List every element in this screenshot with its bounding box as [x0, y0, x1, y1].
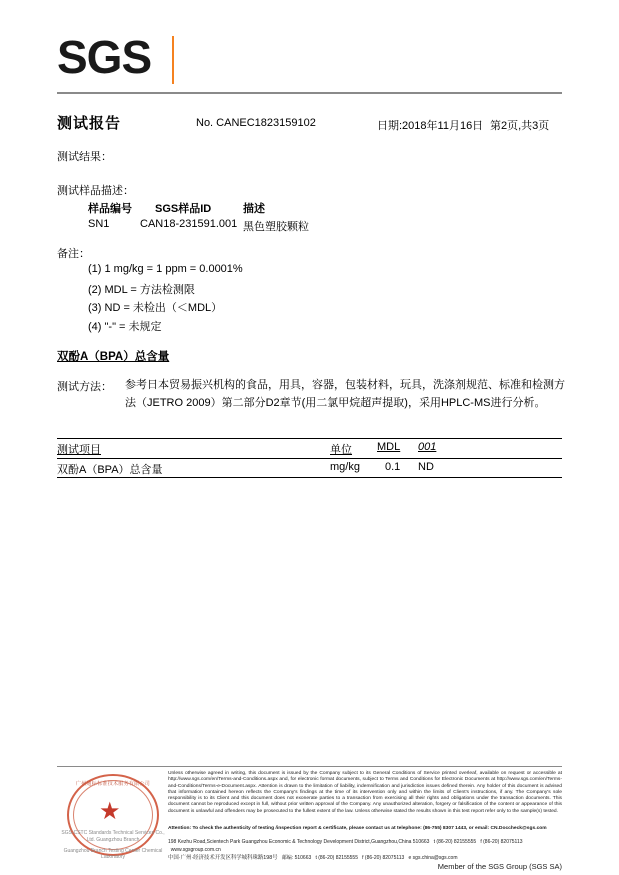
footer-divider: [57, 766, 562, 767]
sample-description-label: 测试样品描述：: [57, 185, 134, 197]
result-row-value: ND: [418, 461, 434, 473]
stamp-mid-text: SGS-CSTC Standards Technical Services Co., Ltd. Guangzhou Branch: [61, 830, 165, 843]
result-row-item: 双酚A（BPA）总含量: [57, 464, 163, 476]
footer-address-block: [168, 838, 562, 862]
sample-table-header-desc: 描述: [243, 203, 265, 215]
test-method-text: 参考日本贸易振兴机构的食品，用具，容器，包装材料，玩具，洗涤剂规范、标准和检测方: [125, 379, 565, 391]
footer-email: e sgs.china@sgs.com: [408, 855, 458, 861]
sgs-logo-text: SGS: [57, 31, 152, 83]
remark-item: (2) MDL = 方法检测限: [88, 284, 195, 296]
footer-address-cn-row: [168, 854, 562, 862]
company-stamp: [59, 772, 167, 858]
result-table-rule-bottom: [57, 477, 562, 478]
result-header-sample: 001: [418, 441, 437, 453]
report-date: 日期:2018年11月16日: [377, 120, 484, 132]
remark-item: (4) "-" = 未规定: [88, 321, 162, 333]
footer-fax-2: f (86-20) 82075113: [362, 855, 405, 861]
result-row-unit: mg/kg: [330, 461, 360, 473]
report-number: No. CANEC1823159102: [196, 117, 316, 129]
result-table-rule-mid: [57, 458, 562, 459]
page-number: 第2页,共3页: [490, 120, 550, 132]
sample-row-desc: 黑色塑胶颗粒: [243, 221, 309, 233]
test-results-label: 测试结果：: [57, 151, 112, 163]
remark-item: (1) 1 mg/kg = 1 ppm = 0.0001%: [88, 263, 243, 275]
footer-address-en: 198 Kezhu Road,Scientech Park Guangzhou Economic & Technology Development District,Guangzhou,China 510663: [168, 839, 430, 845]
result-table-rule-top: [57, 438, 562, 439]
sgs-logo: [57, 31, 187, 86]
result-row-mdl: 0.1: [385, 461, 401, 473]
footer-member-line: Member of the SGS Group (SGS SA): [437, 862, 562, 871]
footer-tel-2: t (86-20) 82155555: [315, 855, 358, 861]
remark-item: (3) ND = 未检出（＜MDL）: [88, 302, 223, 314]
sample-table-header-id: SGS样品ID: [155, 203, 212, 215]
footer-web-1: www.sgsgroup.com.cn: [170, 847, 221, 853]
section-title-bpa: 双酚A（BPA）总含量: [57, 351, 170, 363]
footer-postcode: 邮编: 510663: [281, 855, 312, 861]
page-title: 测试报告: [57, 115, 122, 132]
stamp-top-text: 广州通标标准技术服务有限公司: [75, 781, 151, 787]
header-divider: [57, 92, 562, 94]
remarks-label: 备注：: [57, 248, 90, 260]
star-icon: ★: [99, 798, 121, 825]
footer-disclaimer: Unless otherwise agreed in writing, this document is issued by the Company subject to its General Conditions of Service printed overleaf, available on request or accessible at http://www.sgs.com/en/Terms-and-Conditions.aspx and, for electronic format documents, subject to Terms and Conditions for Electronic Documents at http://www.sgs.com/en/Terms-and-Conditions/Terms-e-Document.aspx. Attention is drawn to the limitation of liability, indemnification and jurisdiction issues defined therein. Any holder of this document is advised that information contained hereon reflects the Company's findings at the time of its intervention only and within the limits of Client's instructions, if any. The Company's sole responsibility is to its Client and this document does not exonerate parties to a transaction from exercising all their rights and obligations under the transaction documents. This document cannot be reproduced except in full, without prior written approval of the Company. Any unauthorized alteration, forgery or falsification of the content or appearance of this document is unlawful and offenders may be prosecuted to the fullest extent of the law. Unless otherwise stated the results shown in this test report refer only to the sample(s) tested.: [168, 771, 562, 814]
footer-address-en-row: [168, 838, 562, 854]
footer-tel-1: t (86-20) 82155555: [433, 839, 477, 845]
stamp-bottom-text: Guangzhou Branch Testing Center Chemical Laboratory: [63, 848, 163, 860]
logo-accent-bar: [172, 36, 174, 84]
footer-fax-1: f (86-20) 82075113: [480, 839, 523, 845]
sample-table-header-no: 样品编号: [88, 203, 132, 215]
test-method-label: 测试方法：: [57, 381, 112, 393]
footer-attention: Attention: To check the authenticity of testing /inspection report & certificate, please contact us at telephone: (86-755) 8307 1443, or email: CN.Doccheck@sgs.com: [168, 826, 547, 831]
sample-row-id: CAN18-231591.001: [140, 218, 238, 230]
sample-row-no: SN1: [88, 218, 110, 230]
footer-address-cn: 中国·广州·经济技术开发区科学城科珠路198号: [168, 855, 278, 861]
test-method-text: 法（JETRO 2009）第二部分D2章节(用二氯甲烷超声提取)，采用HPLC-MS进行分析。: [125, 397, 546, 409]
result-header-item: 测试项目: [57, 444, 101, 456]
result-header-mdl: MDL: [377, 441, 401, 453]
result-header-unit: 单位: [330, 444, 352, 456]
